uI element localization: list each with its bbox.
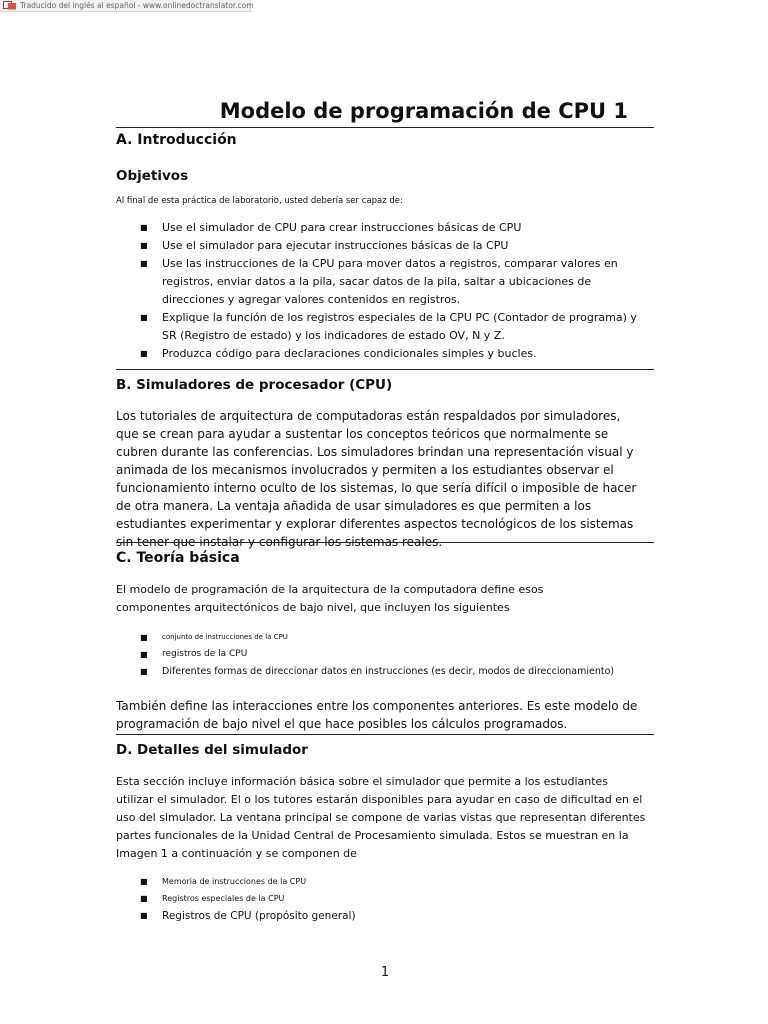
section-b-heading: B. Simuladores de procesador (CPU) xyxy=(116,377,393,393)
list-item-text: Memoria de instrucciones de la CPU xyxy=(162,877,307,886)
bullet-icon: ■ xyxy=(140,667,148,676)
components-list xyxy=(116,629,646,680)
section-c-paragraph-line1: El modelo de programación de la arquitectura de la computadora define esos xyxy=(116,583,544,596)
list-item xyxy=(116,873,646,890)
bullet-icon: ■ xyxy=(140,313,148,322)
list-item-text: Explique la función de los registros especiales de la CPU PC (Contador de programa) y SR (Registro de estado) y los indicadores de estado OV, N y Z. xyxy=(162,311,637,342)
bullet-icon: ■ xyxy=(140,223,148,232)
objectives-intro: Al final de esta práctica de laboratorio, usted debería ser capaz de: xyxy=(116,196,403,206)
section-a-heading: A. Introducción xyxy=(116,132,237,148)
simulator-views-list xyxy=(116,873,646,925)
bullet-icon: ■ xyxy=(140,911,148,920)
section-b-paragraph: Los tutoriales de arquitectura de computadoras están respaldados por simuladores, que se crean para ayudar a sustentar los conceptos teóricos que normalmente se cubren durante las conferencias. Los simuladores brindan una representación visual y animada de los mecanismos involucrados y permiten a los estudiantes observar el funcionamiento interno oculto de los sistemas, lo que sería difícil o imposible de hacer de otra manera. La ventaja añadida de usar simuladores es que permiten a los estudiantes experimentar y explorar diferentes aspectos tecnológicos de los sistemas sin tener que instalar y configurar los sistemas reales. xyxy=(116,409,637,549)
section-d-paragraph: Esta sección incluye información básica sobre el simulador que permite a los estudiantes utilizar el simulador. El o los tutores estarán disponibles para ayudar en caso de dificultad en el uso del simulador. La ventana principal se compone de varias vistas que representan diferentes partes funcionales de la Unidad Central de Procesamiento simulada. Estos se muestran en la Imagen 1 a continuación y se componen de xyxy=(116,775,646,860)
bullet-icon: ■ xyxy=(140,259,148,268)
objectives-heading: Objetivos xyxy=(116,168,189,184)
section-divider xyxy=(116,369,654,370)
document-title: Modelo de programación de CPU 1 xyxy=(219,99,628,123)
list-item-text: Use las instrucciones de la CPU para mover datos a registros, comparar valores en registros, enviar datos a la pila, sacar datos de la pila, saltar a ubicaciones de direcciones y agregar valores contenidos en registros. xyxy=(162,257,618,306)
bullet-icon: ■ xyxy=(140,241,148,250)
list-item xyxy=(116,219,646,237)
list-item-text: registros de la CPU xyxy=(162,649,248,659)
list-item-text: Use el simulador de CPU para crear instrucciones básicas de CPU xyxy=(162,221,522,234)
list-item xyxy=(116,237,646,255)
list-item xyxy=(116,663,646,680)
bullet-icon: ■ xyxy=(140,650,148,659)
translator-logo-icon xyxy=(3,1,17,10)
bullet-icon: ■ xyxy=(140,894,148,903)
section-divider xyxy=(116,127,654,128)
list-item-text: Use el simulador para ejecutar instrucciones básicas de la CPU xyxy=(162,239,509,252)
list-item xyxy=(116,907,646,925)
section-c-paragraph-line2: componentes arquitectónicos de bajo nivel, que incluyen los siguientes xyxy=(116,601,510,614)
bullet-icon: ■ xyxy=(140,877,148,886)
list-item-text: Registros especiales de la CPU xyxy=(162,894,285,903)
objectives-list xyxy=(116,219,646,363)
bullet-icon: ■ xyxy=(140,349,148,358)
list-item xyxy=(116,646,646,663)
list-item-text: Diferentes formas de direccionar datos en instrucciones (es decir, modos de direccionamiento) xyxy=(162,666,615,677)
section-c-closing: También define las interacciones entre los componentes anteriores. Es este modelo de programación de bajo nivel el que hace posibles los cálculos programados. xyxy=(116,699,638,731)
page-number: 1 xyxy=(380,965,390,980)
translator-banner-text: Traducido del inglés al español - www.onlinedoctranslator.com xyxy=(20,1,254,10)
section-c-heading: C. Teoría básica xyxy=(116,550,240,566)
bullet-icon: ■ xyxy=(140,633,148,642)
list-item xyxy=(116,309,646,345)
section-d-heading: D. Detalles del simulador xyxy=(116,742,308,758)
list-item xyxy=(116,629,646,646)
list-item-text: Registros de CPU (propósito general) xyxy=(162,910,356,922)
list-item-text: conjunto de instrucciones de la CPU xyxy=(162,633,288,641)
translator-banner xyxy=(0,0,254,12)
list-item xyxy=(116,255,646,309)
list-item-text: Produzca código para declaraciones condicionales simples y bucles. xyxy=(162,347,537,360)
list-item xyxy=(116,890,646,907)
section-divider xyxy=(116,542,654,543)
section-divider xyxy=(116,734,654,735)
list-item xyxy=(116,345,646,363)
